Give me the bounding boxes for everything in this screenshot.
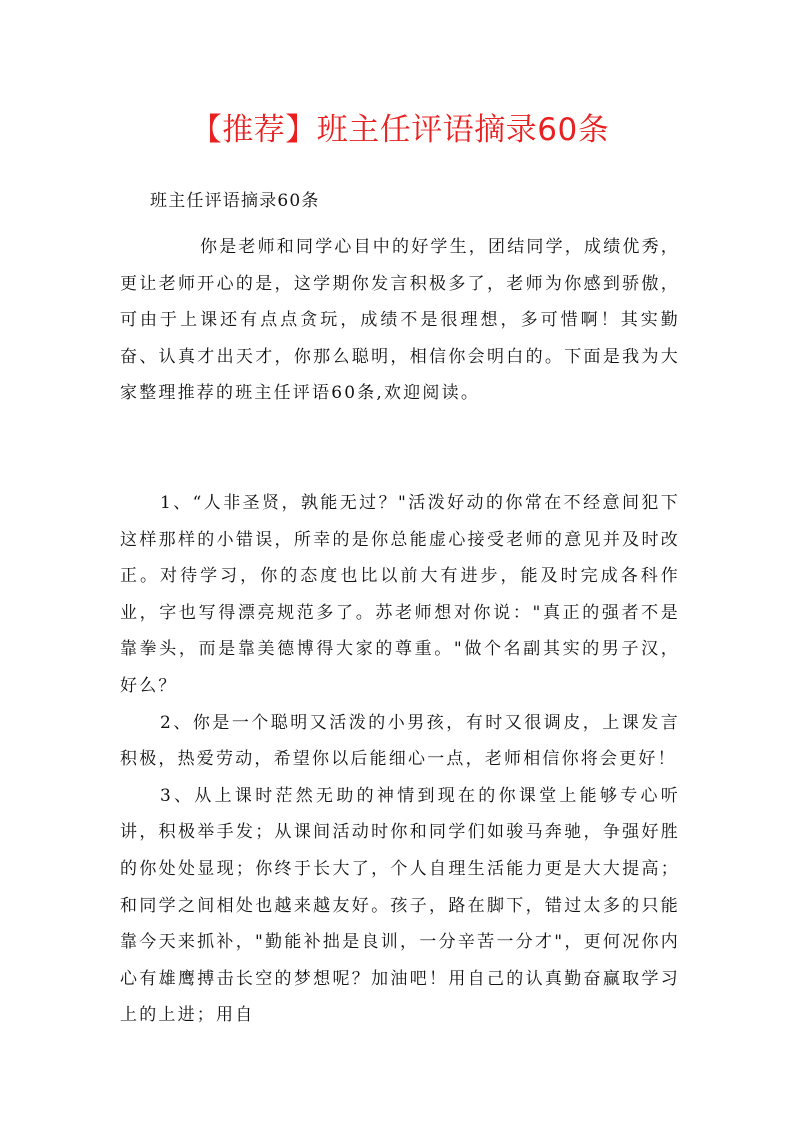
comment-item-2: 2、你是一个聪明又活泼的小男孩，有时又很调皮，上课发言积极，热爱劳动，希望你以后能细心一点，老师相信你将会更好！ bbox=[120, 712, 680, 770]
document-subtitle: 班主任评语摘录60条 bbox=[150, 191, 320, 211]
document-body bbox=[120, 229, 680, 1034]
intro-paragraph: 你是老师和同学心目中的好学生，团结同学，成绩优秀，更让老师开心的是，这学期你发言积极多了，老师为你感到骄傲，可由于上课还有点点贪玩，成绩不是很理想，多可惜啊！其实勤奋、认真才出天才，你那么聪明，相信你会明白的。下面是我为大家整理推荐的班主任评语60条,欢迎阅读。 bbox=[120, 237, 680, 404]
paragraph-spacer bbox=[120, 412, 680, 485]
comment-item-1: 1、“人非圣贤，孰能无过？"活泼好动的你常在不经意间犯下这样那样的小错误，所幸的是你总能虚心接受老师的意见并及时改正。对待学习，你的态度也比以前大有进步，能及时完成各科作业，字也写得漂亮规范多了。苏老师想对你说："真正的强者不是靠拳头，而是靠美德博得大家的尊重。"做个名副其实的男子汉，好么？ bbox=[120, 492, 680, 696]
document-title: 【推荐】班主任评语摘录60条 bbox=[190, 112, 610, 148]
comment-item-3: 3、从上课时茫然无助的神情到现在的你课堂上能够专心听讲，积极举手发；从课间活动时你和同学们如骏马奔驰，争强好胜的你处处显现；你终于长大了，个人自理生活能力更是大大提高；和同学之间相处也越来越友好。孩子，路在脚下，错过太多的只能靠今天来抓补，"勤能补拙是良训，一分辛苦一分才"，更何况你内心有雄鹰搏击长空的梦想呢？加油吧！用自己的认真勤奋赢取学习上的上进；用自 bbox=[120, 785, 680, 1026]
